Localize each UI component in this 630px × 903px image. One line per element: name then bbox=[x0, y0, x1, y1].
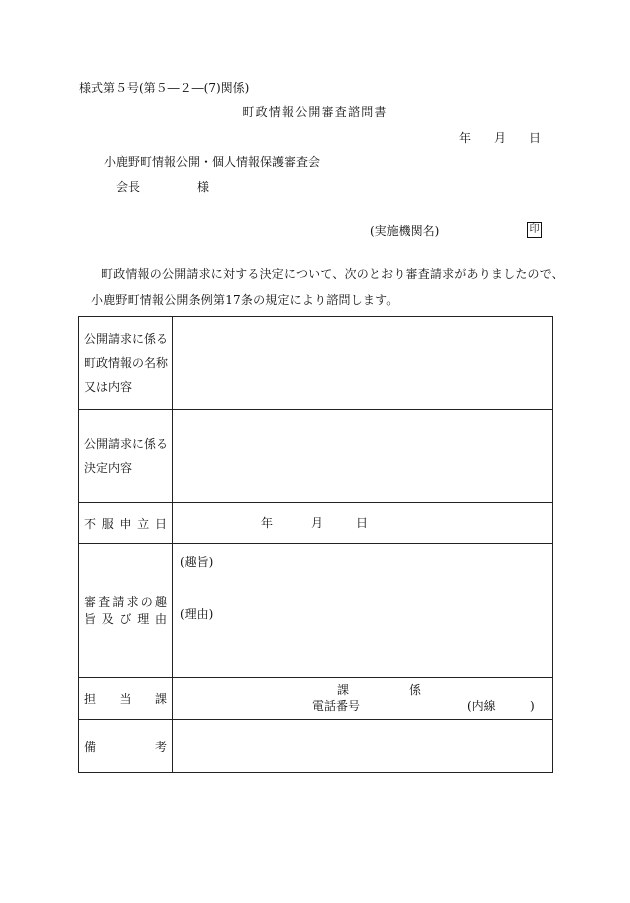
addressee-title: 会長 bbox=[116, 180, 141, 194]
field-purpose-reason[interactable] bbox=[173, 544, 553, 678]
addressee-honorific: 様 bbox=[197, 180, 210, 194]
form-number: 様式第５号(第５―２―(7)関係) bbox=[79, 81, 250, 95]
row-purpose-reason bbox=[79, 544, 553, 678]
row-objection-date bbox=[79, 503, 553, 544]
addressee-organization: 小鹿野町情報公開・個人情報保護審査会 bbox=[104, 155, 321, 169]
row-info-name bbox=[79, 317, 553, 410]
label-decision-line-1: 公開請求に係る bbox=[84, 437, 169, 451]
field-info-name[interactable] bbox=[173, 317, 553, 410]
label-objection-date-text: 不 服 申 立 日 bbox=[84, 516, 167, 531]
label-info-name bbox=[79, 317, 173, 410]
label-objection-date bbox=[79, 503, 173, 544]
field-decision[interactable] bbox=[173, 410, 553, 503]
field-department[interactable] bbox=[173, 678, 553, 720]
department-phone-label: 電話番号 bbox=[312, 699, 361, 713]
document-title: 町政情報公開審査諮問書 bbox=[242, 105, 388, 119]
date-year: 年 bbox=[459, 131, 472, 145]
label-purpose-reason bbox=[79, 544, 173, 678]
label-decision-line-2: 決定内容 bbox=[84, 461, 133, 475]
body-text-line-2: 小鹿野町情報公開条例第17条の規定により諮問します。 bbox=[91, 293, 399, 307]
label-decision bbox=[79, 410, 173, 503]
label-department bbox=[79, 678, 173, 720]
label-info-name-line-1: 公開請求に係る bbox=[84, 332, 169, 346]
department-extension-open: (内線 bbox=[467, 699, 496, 713]
objection-date-day: 日 bbox=[356, 516, 369, 530]
label-purpose-line-2: 旨 及 び 理 由 bbox=[84, 611, 167, 626]
department-kakari: 係 bbox=[409, 683, 422, 697]
label-info-name-line-3: 又は内容 bbox=[84, 380, 133, 394]
objection-date-year: 年 bbox=[261, 516, 274, 530]
row-remarks bbox=[79, 720, 553, 773]
seal-mark: 印 bbox=[527, 222, 542, 238]
date-day: 日 bbox=[529, 131, 542, 145]
field-remarks[interactable] bbox=[173, 720, 553, 773]
objection-date-month: 月 bbox=[311, 516, 324, 530]
purpose-intent-label: (趣旨) bbox=[180, 555, 214, 569]
label-remarks bbox=[79, 720, 173, 773]
department-extension-close: ) bbox=[530, 699, 535, 713]
agency-name-label: (実施機関名) bbox=[370, 224, 440, 238]
label-remarks-text: 備 考 bbox=[84, 739, 167, 754]
date-month: 月 bbox=[494, 131, 507, 145]
row-decision bbox=[79, 410, 553, 503]
label-department-text: 担 当 課 bbox=[84, 692, 167, 706]
label-purpose-line-1: 審 査 請 求 の 趣 bbox=[84, 594, 167, 609]
label-info-name-line-2: 町政情報の名称 bbox=[84, 356, 169, 370]
field-objection-date[interactable] bbox=[173, 503, 553, 544]
department-ka: 課 bbox=[337, 683, 350, 697]
row-department bbox=[79, 678, 553, 720]
inquiry-form-table bbox=[78, 316, 553, 773]
body-text-line-1: 町政情報の公開請求に対する決定について、次のとおり審査請求がありましたので、 bbox=[101, 267, 564, 281]
purpose-reason-label: (理由) bbox=[180, 607, 214, 621]
